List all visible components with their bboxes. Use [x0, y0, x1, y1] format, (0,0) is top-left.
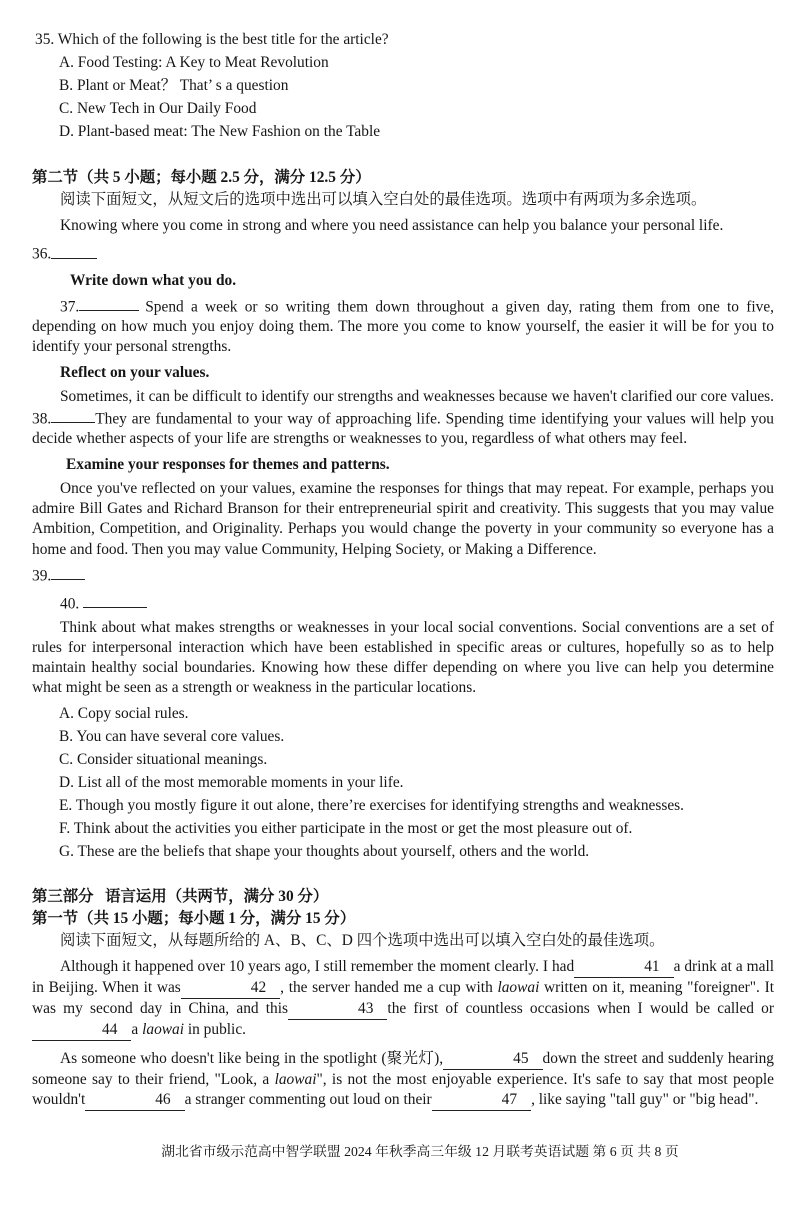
cloze-p1-g: in public. [187, 1020, 246, 1038]
paragraph-37 [32, 295, 774, 357]
cloze-p1-c: , the server handed me a cup with [280, 978, 493, 996]
blank-39 [32, 564, 774, 586]
heading-examine-responses: Examine your responses for themes and patterns. [66, 456, 390, 474]
blank-40 [32, 592, 774, 614]
cloze-laowai-3: laowai [274, 1070, 317, 1088]
option-b: B. You can have several core values. [59, 728, 285, 746]
cloze-laowai-2: laowai [142, 1020, 184, 1038]
q35-option-a: A. Food Testing: A Key to Meat Revolution [59, 54, 329, 72]
cloze-blank-45 [443, 1049, 542, 1070]
part3-header-a: 第三部分 [32, 887, 94, 905]
paragraph-39: Once you've reflected on your values, examine the responses for things that may repeat. For example, perhaps you admire Bill Gates and Richard Branson for their entrepreneurial spirit and creativity. This suggests that you may value Ambition, Competition, and Originality. Perhaps you would change the poverty in your community so everyone has a home and food. Then you may value Community, Helping Society, or Making a Difference. [32, 480, 774, 558]
cloze-number-43: 43 [358, 999, 374, 1017]
cloze-p2-e: , like saying "tall guy" or "big head". [531, 1090, 759, 1108]
cloze-blank-41 [574, 957, 673, 978]
blank-36-number: 36. [32, 245, 52, 263]
part3-instruction: 阅读下面短文，从每题所给的 A、B、C、D 四个选项中选出可以填入空白处的最佳选项。 [60, 931, 665, 949]
heading-reflect-values: Reflect on your values. [60, 363, 210, 381]
cloze-paragraph-1 [32, 957, 774, 1041]
q35-stem: 35. Which of the following is the best title for the article? [35, 31, 389, 48]
cloze-number-45: 45 [513, 1049, 529, 1067]
option-c: C. Consider situational meanings. [59, 751, 268, 769]
cloze-blank-42 [181, 978, 280, 999]
cloze-p1-a: Although it happened over 10 years ago, I still remember the moment clearly. I had [60, 957, 575, 975]
option-a: A. Copy social rules. [59, 705, 189, 723]
blank-37-number: 37. [60, 297, 80, 315]
cloze-p1-e: the first of countless occasions when I would be called or [387, 999, 774, 1017]
cloze-number-47: 47 [501, 1090, 518, 1108]
blank-39-number: 39. [32, 566, 52, 584]
cloze-p2-b: down the street and suddenly hearing someone say to their friend, "Look, a [32, 1049, 775, 1088]
cloze-number-44: 44 [102, 1020, 118, 1038]
section-instruction: 阅读下面短文，从短文后的选项中选出可以填入空白处的最佳选项。选项中有两项为多余选项。 [60, 191, 707, 209]
blank-36 [32, 242, 774, 264]
cloze-number-46: 46 [155, 1090, 171, 1108]
cloze-p2-a: As someone who doesn't like being in the spotlight (聚光灯), [60, 1049, 444, 1067]
paragraph-40: Think about what makes strengths or weaknesses in your local social conventions. Social conventions are a set of rules for interpersonal interaction which have been established in specific areas or cultures, hopefully so as to help maintain healthy social boundaries. Knowing how these differ depending on where you live can help you determine what might be seen as a strength or weakness in the particular locations. [32, 619, 774, 697]
heading-write-down: Write down what you do. [70, 271, 237, 289]
q35-option-d: D. Plant-based meat: The New Fashion on the Table [59, 123, 381, 141]
cloze-laowai-1: laowai [497, 978, 540, 996]
blank-39-line [51, 564, 85, 580]
page-footer: 湖北省市级示范高中智学联盟 2024 年秋季高三年级 12 月联考英语试题 第 6 页 共 8 页 [161, 1144, 679, 1159]
part3-header [32, 887, 774, 907]
cloze-blank-44 [32, 1020, 131, 1041]
paragraph-38-text-a: Sometimes, it can be difficult to identify our strengths and weaknesses because we haven't clarified our core values. 38. [32, 388, 774, 428]
q35-option-b: B. Plant or Meat？ That’ s a question [59, 77, 289, 95]
cloze-p1-f: a [131, 1020, 139, 1038]
cloze-number-42: 42 [250, 978, 267, 996]
option-g: G. These are the beliefs that shape your thoughts about yourself, others and the world. [59, 843, 590, 861]
part3-header-b: 语言运用（共两节，满分 30 分） [105, 887, 329, 905]
passage-intro: Knowing where you come in strong and where you need assistance can help you balance your personal life. [60, 217, 724, 235]
blank-38-line [51, 407, 95, 423]
cloze-p1-b: a drink at a mall in Beijing. When it was [32, 957, 774, 996]
cloze-number-41: 41 [644, 957, 660, 975]
cloze-p2-d: a stranger commenting out loud on their [184, 1090, 432, 1108]
paragraph-37-text: Spend a week or so writing them down throughout a given day, rating them from one to five, depending on how much you enjoy doing them. The more you come to know yourself, the easier it will be for you to identify your personal strengths. [32, 297, 774, 355]
blank-37-line [79, 295, 139, 311]
cloze-p1-d: written on it, meaning "foreigner". It was my second day in China, and this [32, 978, 774, 1017]
cloze-blank-43 [288, 999, 387, 1020]
option-d: D. List all of the most memorable moments in your life. [59, 774, 404, 792]
cloze-paragraph-2 [32, 1049, 774, 1111]
blank-40-number: 40. [60, 595, 80, 613]
cloze-blank-47 [432, 1090, 531, 1111]
option-e: E. Though you mostly figure it out alone, there’re exercises for identifying strengths and weaknesses. [59, 797, 685, 815]
paragraph-38 [32, 387, 774, 449]
section-header: 第二节（共 5 小题；每小题 2.5 分，满分 12.5 分） [32, 169, 371, 187]
blank-36-line [51, 242, 97, 258]
q35-option-c: C. New Tech in Our Daily Food [59, 100, 257, 118]
cloze-p2-c: ", is not the most enjoyable experience. It's safe to say that most people wouldn't [32, 1070, 774, 1108]
option-f: F. Think about the activities you either participate in the most or get the most pleasure out of. [59, 820, 633, 838]
part3-section1-header: 第一节（共 15 小题；每小题 1 分，满分 15 分） [32, 909, 356, 927]
cloze-blank-46 [85, 1090, 184, 1111]
blank-40-line [83, 592, 147, 608]
paragraph-38-text-b: They are fundamental to your way of approaching life. Spending time identifying your values will help you decide whether aspects of your life are strengths or weaknesses to you, regardless of what others may feel. [32, 410, 774, 448]
